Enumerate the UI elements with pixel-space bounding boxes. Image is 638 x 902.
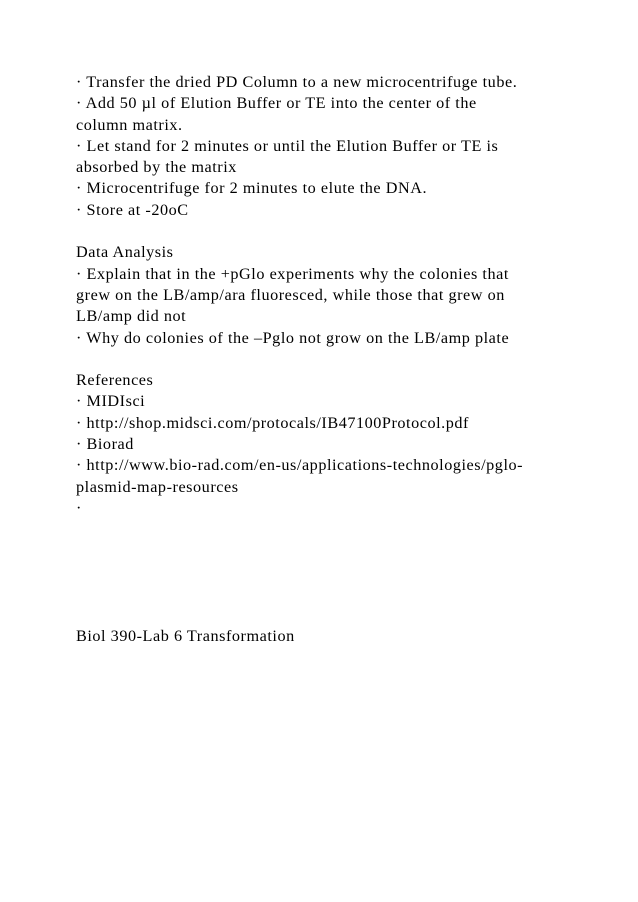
reference-biorad: · Biorad: [76, 435, 134, 454]
empty-bullet: ·: [76, 498, 82, 517]
protocol-step-let-stand-cont: absorbed by the matrix: [76, 158, 237, 177]
protocol-step-add-elution-buffer-cont: column matrix.: [76, 115, 183, 134]
reference-biorad-url-cont: plasmid-map-resources: [76, 477, 239, 496]
blank-line: [76, 221, 576, 242]
analysis-question-1-cont: grew on the LB/amp/ara fluoresced, while those that grew on: [76, 285, 505, 304]
reference-biorad-url: · http://www.bio-rad.com/en-us/applications-technologies/pglo-: [76, 456, 524, 475]
section-heading-data-analysis: Data Analysis: [76, 243, 174, 262]
document-body: [76, 72, 576, 519]
analysis-question-1-cont-2: LB/amp did not: [76, 307, 187, 326]
lab-title: Biol 390-Lab 6 Transformation: [76, 627, 295, 645]
protocol-step-add-elution-buffer: · Add 50 µl of Elution Buffer or TE into the center of the: [76, 94, 477, 113]
analysis-question-2: · Why do colonies of the –Pglo not grow on the LB/amp plate: [76, 328, 510, 347]
reference-midisci: · MIDIsci: [76, 392, 146, 411]
protocol-step-microcentrifuge: · Microcentrifuge for 2 minutes to elute the DNA.: [76, 179, 428, 198]
protocol-step-store: · Store at -20oC: [76, 200, 189, 219]
protocol-step-let-stand: · Let stand for 2 minutes or until the Elution Buffer or TE is: [76, 136, 499, 155]
blank-line: [76, 349, 576, 370]
reference-midsci-url: · http://shop.midsci.com/protocals/IB47100Protocol.pdf: [76, 413, 469, 432]
analysis-question-1: · Explain that in the +pGlo experiments why the colonies that: [76, 264, 509, 283]
protocol-step-transfer-column: · Transfer the dried PD Column to a new microcentrifuge tube.: [76, 73, 518, 91]
section-heading-references: References: [76, 371, 154, 390]
